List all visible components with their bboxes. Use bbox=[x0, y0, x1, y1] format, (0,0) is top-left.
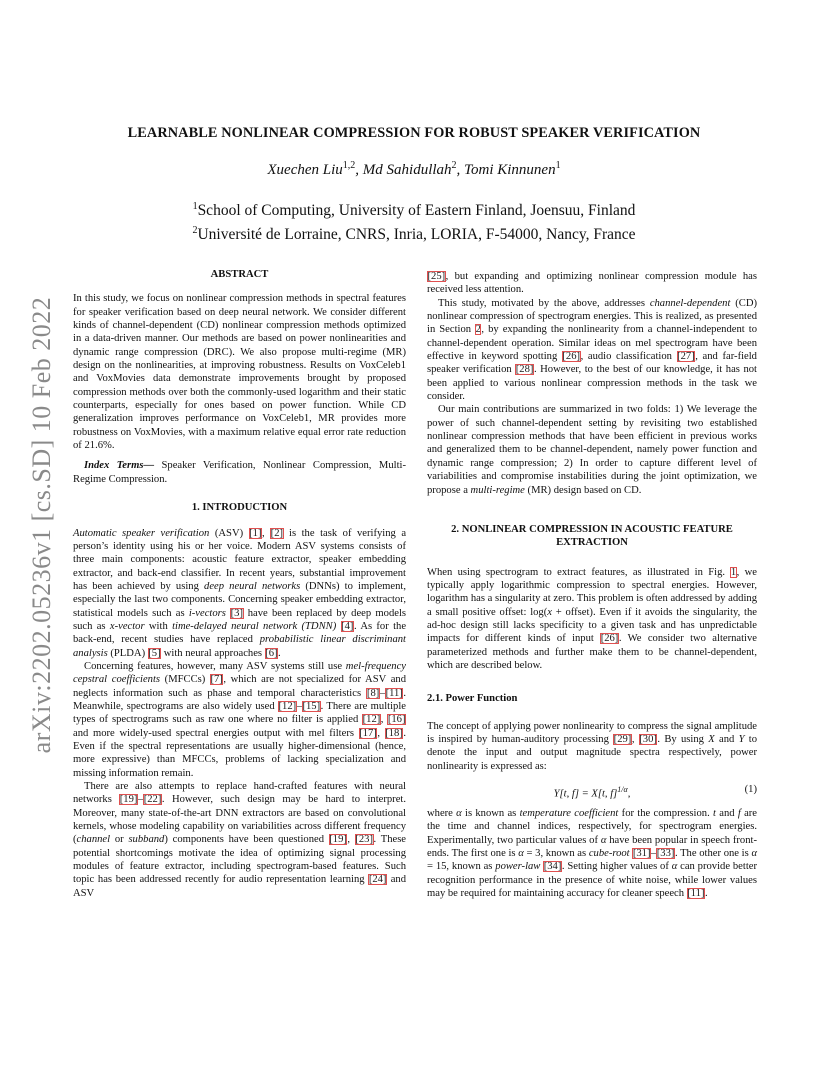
intro-paragraph: There are also attempts to replace hand-crafted features with neural networks [19]–[22]. However, such design may be hard to interpret. Moreover, many state-of-the-art DNN extractors are based on convolutional kernels, whose modeling capability on variabilities across different frequency (channel or subband) components have been questioned [19], [23]. These potential shortcomings motivate the idea of optimizing signal processing modules of feature extractor, including spectrogram-based features. Such topic has been addressed recently for audio representation learning [24] and ASV bbox=[73, 781, 407, 899]
affiliation: $^2$Université de Lorraine, CNRS, Inria, LORIA, F-54000, Nancy, France bbox=[192, 225, 636, 244]
affiliations bbox=[0, 197, 828, 245]
arxiv-stamp: arXiv:2202.05236v1 [cs.SD] 10 Feb 2022 bbox=[27, 296, 56, 754]
affiliation: $^1$School of Computing, University of Eastern Finland, Joensuu, Finland bbox=[192, 201, 636, 220]
section-heading-introduction: 1. INTRODUCTION bbox=[191, 502, 288, 514]
equation-1: Y[t, f] = X[t, f]$^{1/\alpha}$, (1) bbox=[427, 781, 757, 799]
author: Md Sahidullah bbox=[362, 162, 452, 178]
body-paragraph: where α is known as temperature coefficient for the compression. t and f are the time and channel indices, respectively, for spectrogram energies. Experimentally, two particular values of α have been popular in speech front-ends. The first one is α = 3, known as cube-root [31]–[33]. The other one is α = 15, known as power-law [34]. Setting higher values of α can provide better recognition performance in the presence of white noise, while lower values may be required for maintaining accuracy for cleaner speech [11]. bbox=[427, 808, 758, 900]
abstract-heading: ABSTRACT bbox=[210, 269, 269, 280]
left-column bbox=[73, 268, 406, 900]
body-paragraph: The concept of applying power nonlinearity to compress the signal amplitude is inspired by human-auditory processing [29], [30]. By using X and Y to denote the input and output magnitude spectra respectively, power nonlinearity is expressed as: bbox=[427, 720, 758, 772]
body-paragraph: When using spectrogram to extract features, as illustrated in Fig. 1, we typically apply logarithmic compression to spectral energies. However, logarithm has a singularity at zero. This problem is often addressed by adding a small positive offset: log(x + offset). Even if it avoids the singularity, the ad-hoc design still lacks specificity to a given task and has unpredictable impacts for different kinds of input [26]. We consider two alternative parameterized methods and further make them to be channel-dependent, which are described below. bbox=[427, 566, 758, 671]
author: Xuechen Liu bbox=[267, 162, 343, 178]
body-paragraph: Our main contributions are summarized in two folds: 1) We leverage the power of such channel-dependent setting by revisiting two established nonlinear compression methods that have been efficient in previous works and generalized them to be channel-dependent, namely power function and dynamic range compression; 2) In order to capture different level of variabilities and compromise instabilities during the joint optimization, we propose a multi-regime (MR) design based on CD. bbox=[427, 404, 757, 496]
equation-number: (1) bbox=[744, 784, 757, 795]
intro-paragraph: Concerning features, however, many ASV systems still use mel-frequency cepstral coefficients (MFCCs) [7], which are not specialized for ASV and neglects information such as phase and temporal characteristics [8]–[11]. Meanwhile, spectrograms are also widely used [12]–[15]. There are multiple types of spectrograms such as raw one where no filter is applied [12], [16] and more widely-used spectral energies output with mel filters [17], [18]. Even if the spectral representations are usually higher-dimensional (hence, more expressive) than MFCCs, problems of lacking specialization and missing information remain. bbox=[73, 660, 407, 779]
paper-title: LEARNABLE NONLINEAR COMPRESSION FOR ROBUST SPEAKER VERIFICATION bbox=[127, 125, 701, 141]
subsection-heading-power-function: 2.1. Power Function bbox=[427, 693, 518, 705]
intro-paragraph: Automatic speaker verification (ASV) [1], [2] is the task of verifying a person’s identity using his or her voice. Modern ASV systems consists of three main components: acoustic feature extractor, speaker embedding extractor, and back-end classifier. In recent years, substantial improvement has been achieved by using deep neural networks (DNNs) to implement, especially the last two components. Concerning speaker embedding extractor, statistical models such as i-vectors [3] have been replaced by deep models such as x-vector with time-delayed neural network (TDNN) [4]. As for the back-end, recent studies have replaced probabilistic linear discriminant analysis (PLDA) [5] with neural approaches [6]. bbox=[73, 527, 407, 659]
author: Tomi Kinnunen bbox=[464, 162, 556, 178]
author-list: Xuechen Liu$^{1,2}$, Md Sahidullah$^2$, Tomi Kinnunen$^1$ bbox=[267, 160, 561, 178]
body-paragraph: This study, motivated by the above, addresses channel-dependent (CD) nonlinear compression of spectrogram energies. This is realized, as presented in Section 2, by expanding the nonlinearity from a channel-independent to channel-dependent operation. Similar ideas on mel spectrogram have been effective in keyword spotting [26], audio classification [27], and far-field speaker verification [28]. However, to the best of our knowledge, it has not been applied to various nonlinear compression methods in the task we consider. bbox=[427, 297, 757, 403]
abstract-text: In this study, we focus on nonlinear compression methods in spectral features for speaker verification based on deep neural network. We consider different kinds of channel-dependent (CD) nonlinear compression methods optimized in a data-driven manner. Our methods are based on power nonlinearities and dynamic range compression (DRC). We also propose multi-regime (MR) design on the nonlinearities, at improving robustness. Results on VoxCeleb1 and VoxMovies data demonstrate improvements brought by proposed compression methods over both the commonly-used logarithm and their static counterparts, especially for ones based on power function. While CD generalization improves performance on VoxCeleb1, MR provides more robustness on VoxMovies, with a maximum relative equal error rate reduction of 21.6%. bbox=[73, 293, 406, 452]
section-heading-nonlinear-compression: 2. NONLINEAR COMPRESSION IN ACOUSTIC FEATURE EXTRACTION bbox=[451, 523, 733, 549]
index-terms: Index Terms— Speaker Verification, Nonlinear Compression, Multi-Regime Compression. bbox=[73, 460, 406, 485]
right-column bbox=[427, 270, 757, 900]
body-paragraph: [25], but expanding and optimizing nonlinear compression module has received less attention. bbox=[427, 271, 757, 296]
